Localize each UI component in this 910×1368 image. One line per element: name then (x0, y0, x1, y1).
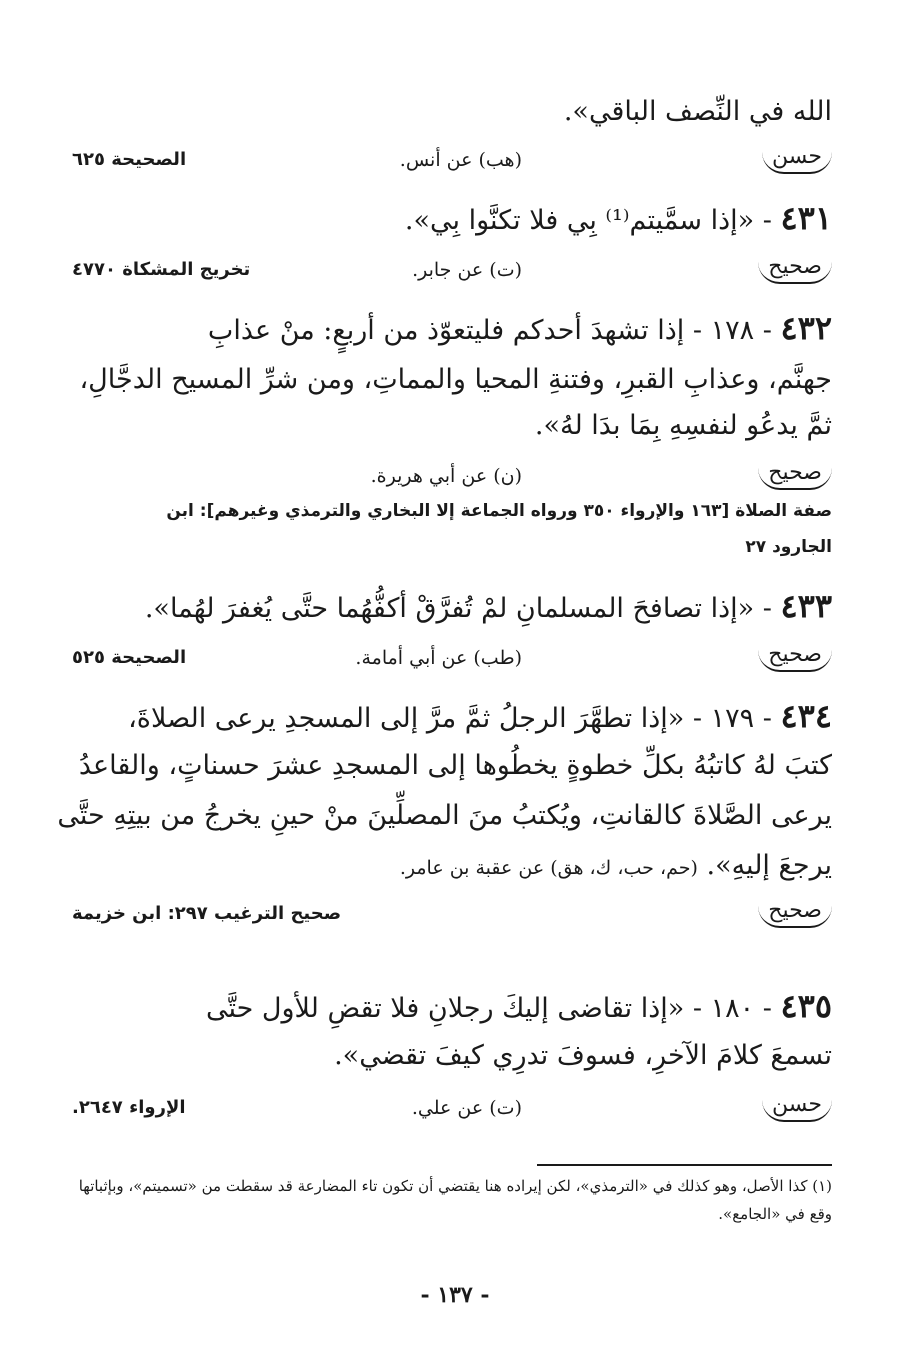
hadith-434-line-2: كتبَ لهُ كاتبُهُ بكلِّ خطوةٍ يخطُوها إلى المسجدِ عشرَ حسناتٍ، والقاعدُ (78, 750, 832, 781)
grade-badge: صحيح (758, 252, 832, 284)
hadith-text: - ١٧٩ - «إذا تطهَّرَ الرجلُ ثمَّ مرَّ إلى المسجدِ يرعى الصلاةَ، (128, 703, 772, 734)
grade-badge: حسن (762, 142, 832, 174)
hadith-434-line-3: يرعى الصَّلاةَ كالقانتِ، ويُكتبُ منَ المصلِّينَ منْ حينِ يخرجُ من بيتِهِ حتَّى (57, 800, 832, 831)
hadith-433 (72, 586, 832, 629)
source-text: (طب) عن أبي أمامة. (355, 647, 522, 669)
hadith-434-line-1 (72, 696, 832, 739)
grade-badge: صحيح (758, 640, 832, 672)
hadith-number: ٤٣١ (780, 199, 832, 237)
source-text: (ت) عن علي. (411, 1097, 522, 1119)
source-text: (هب) عن أنس. (399, 149, 522, 171)
hadith-432-line-3: ثمَّ يدعُو لنفسِهِ بِمَا بدَا لهُ». (534, 410, 832, 441)
hadith-number: ٤٣٢ (780, 309, 832, 347)
footnote: (١) كذا الأصل، وهو كذلك في «الترمذي»، لكن إيراده هنا يقتضي أن تكون تاء المضارعة قد سقطت من «تسميتم»، وبإثباتها وقع في «الجامع». (78, 1177, 832, 1223)
hadith-text: - «إذا تصافحَ المسلمانِ لمْ تُفرَّقْ أكفُّهُما حتَّى يُغفرَ لهُما». (144, 593, 772, 624)
hadith-text: - ١٨٠ - «إذا تقاضى إليكَ رجلانِ فلا تقضِ للأول حتَّى (205, 993, 772, 1024)
book-reference: صحيح الترغيب ٢٩٧: ابن خزيمة (72, 903, 342, 924)
reference-line (72, 640, 832, 676)
grade-badge: حسن (762, 1090, 832, 1122)
reference-line (72, 458, 832, 494)
book-reference: الإرواء ٢٦٤٧. (72, 1097, 186, 1118)
book-reference: الصحيحة ٦٢٥ (72, 149, 187, 170)
hadith-number: ٤٣٣ (780, 587, 832, 625)
hadith-435-line-1 (72, 986, 832, 1029)
hadith-432-line-1 (72, 308, 832, 351)
hadith-431 (72, 198, 832, 241)
reference-line (72, 142, 832, 178)
hadith-text: - «إذا سمَّيتم⁽¹⁾ بِي فلا تكنَّوا بِي». (404, 205, 772, 236)
hadith-text: يرجعَ إليهِ». (706, 850, 832, 881)
hadith-432-line-2: جهنَّم، وعذابِ القبرِ، وفتنةِ المحيا والمماتِ، ومن شرِّ المسيح الدجَّالِ، (79, 364, 832, 395)
reference-line (72, 252, 832, 288)
hadith-435-line-2: تسمعَ كلامَ الآخرِ، فسوفَ تدرِي كيفَ تقضي». (334, 1040, 832, 1071)
hadith-text: - ١٧٨ - إذا تشهدَ أحدكم فليتعوّذ من أربعٍ: منْ عذابِ (207, 315, 772, 346)
hadith-number: ٤٣٥ (780, 987, 832, 1025)
book-reference: الصحيحة ٥٢٥ (72, 647, 187, 668)
hadith-number: ٤٣٤ (780, 697, 832, 735)
grade-badge: صحيح (758, 458, 832, 490)
book-reference: تخريج المشكاة ٤٧٧٠ (72, 259, 251, 280)
page-number: - ١٣٧ - (420, 1282, 490, 1308)
takhrij-note-line-2: الجارود ٢٧ (745, 537, 832, 557)
reference-line (72, 896, 832, 932)
hadith-434-line-4 (72, 846, 832, 888)
footnote-divider (537, 1164, 832, 1166)
reference-line (72, 1090, 832, 1126)
source-text: (ت) عن جابر. (412, 259, 522, 281)
source-text: (ن) عن أبي هريرة. (370, 465, 522, 487)
source-text: (حم، حب، ك، هق) عن عقبة بن عامر. (399, 857, 698, 879)
grade-badge: صحيح (758, 896, 832, 928)
text-line: الله في النِّصف الباقي». (563, 96, 832, 127)
takhrij-note-line-1: صفة الصلاة [١٦٣ والإرواء ٣٥٠ ورواه الجماعة إلا البخاري والترمذي وغيرهم]: ابن (166, 501, 832, 521)
